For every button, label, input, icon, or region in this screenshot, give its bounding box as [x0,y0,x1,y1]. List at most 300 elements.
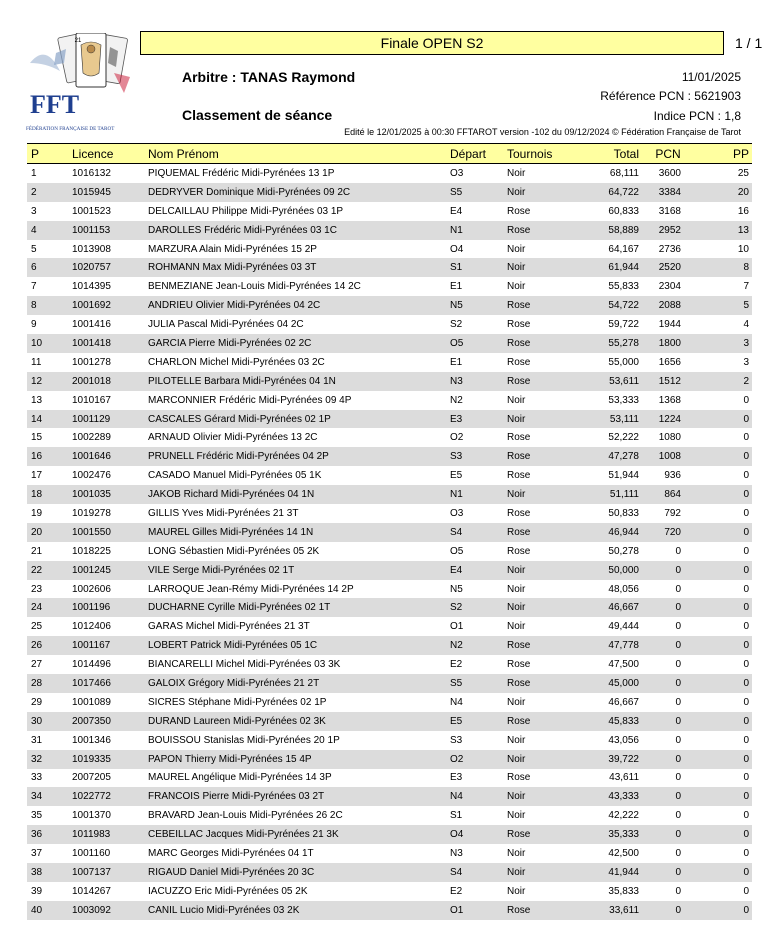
cell-rank: 25 [31,621,43,633]
cell-pcn: 792 [664,507,681,519]
logo-subtitle: FÉDÉRATION FRANÇAISE DE TAROT [26,126,115,132]
table-row [27,277,752,296]
table-row [27,240,752,259]
cell-pp: 0 [697,636,752,655]
cell-total: 47,778 [584,636,639,655]
cell-name: ANDRIEU Olivier Midi-Pyrénées 04 2C [148,296,450,315]
cell-tournois: Rose [507,825,584,844]
cell-rank: 22 [27,561,72,580]
cell-rank: 36 [27,825,72,844]
cell-total: 46,667 [584,598,639,617]
cell-name: FRANCOIS Pierre Midi-Pyrénées 03 2T [148,787,450,806]
cell-licence: 1001089 [72,696,111,708]
cell-tournois: Rose [507,319,531,331]
cell-tournois: Noir [507,183,584,202]
cell-licence: 1014496 [72,659,111,671]
cell-pp: 10 [737,243,749,255]
cell-licence: 1001550 [72,523,148,542]
cell-rank: 34 [27,787,72,806]
cell-licence: 1001370 [72,810,111,822]
cell-rank: 6 [27,258,72,277]
cell-tournois: Rose [507,901,584,920]
cell-total: 47,500 [608,659,639,671]
cell-licence: 1001416 [72,319,111,331]
cell-pcn: 0 [639,712,697,731]
cell-licence: 1010167 [72,394,111,406]
cell-pp: 3 [697,334,752,353]
cell-name: RIGAUD Daniel Midi-Pyrénées 20 3C [148,863,450,882]
cell-rank: 14 [27,410,72,429]
cell-rank: 29 [31,696,43,708]
cell-rank: 30 [27,712,72,731]
cell-licence: 1001346 [72,734,111,746]
cell-rank: 33 [31,772,43,784]
cell-total: 55,000 [608,356,639,368]
cell-depart: S4 [450,863,507,882]
cell-name: CEBEILLAC Jacques Midi-Pyrénées 21 3K [148,825,450,844]
table-header-row [27,144,752,164]
cell-licence: 1001278 [72,356,111,368]
cell-name: GALOIX Grégory Midi-Pyrénées 21 2T [148,674,450,693]
cell-licence: 1013908 [72,243,111,255]
cell-name: LARROQUE Jean-Rémy Midi-Pyrénées 14 2P [148,583,354,595]
cell-pcn: 0 [675,810,681,822]
cell-licence: 1012406 [72,621,111,633]
table-row [27,693,752,712]
cell-total: 43,611 [609,772,639,784]
cell-pp: 0 [697,523,752,542]
edit-line: Edité le 12/01/2025 à 00:30 FFTAROT version -102 du 09/12/2024 © Fédération Française de Tarot [344,127,741,137]
cell-total: 54,722 [584,296,639,315]
cell-rank: 11 [31,356,42,368]
cell-depart: E5 [450,470,463,482]
cell-depart: S5 [450,674,507,693]
cell-total: 46,944 [584,523,639,542]
cell-total: 59,722 [608,319,639,331]
cell-name: PAPON Thierry Midi-Pyrénées 15 4P [148,750,450,769]
table-row [27,428,752,447]
cell-depart: O4 [450,243,464,255]
cell-total: 35,333 [584,825,639,844]
fftarot-logo [26,33,138,133]
cell-name: DUCHARNE Cyrille Midi-Pyrénées 02 1T [148,598,450,617]
cell-depart: O4 [450,825,507,844]
cell-rank: 18 [27,485,72,504]
cell-tournois: Noir [507,863,584,882]
cell-pcn: 1368 [658,394,681,406]
cell-licence: 1001167 [72,636,148,655]
cell-licence: 1001418 [72,334,148,353]
cell-depart: O3 [450,167,464,179]
cell-name: BOUISSOU Stanislas Midi-Pyrénées 20 1P [148,734,340,746]
cell-tournois: Noir [507,410,584,429]
cell-name: GARCIA Pierre Midi-Pyrénées 02 2C [148,334,450,353]
cell-tournois: Rose [507,372,584,391]
cell-depart: S4 [450,523,507,542]
table-row [27,712,752,731]
cell-pp: 0 [743,545,749,557]
cell-name: MAUREL Gilles Midi-Pyrénées 14 1N [148,523,450,542]
cell-total: 39,722 [584,750,639,769]
cell-pcn: 0 [675,545,681,557]
cell-depart: N1 [450,485,507,504]
table-row [27,901,752,920]
cell-depart: S3 [450,447,507,466]
cell-depart: N1 [450,221,507,240]
cell-tournois: Noir [507,485,584,504]
cell-pcn: 1656 [658,356,681,368]
cell-pp: 0 [743,696,749,708]
cell-pp: 0 [697,447,752,466]
cell-name: MARZURA Alain Midi-Pyrénées 15 2P [148,243,317,255]
cell-name: MARCONNIER Frédéric Midi-Pyrénées 09 4P [148,394,352,406]
cell-name: JULIA Pascal Midi-Pyrénées 04 2C [148,319,304,331]
cell-licence: 1001035 [72,485,148,504]
cell-licence: 2001018 [72,372,148,391]
cell-pcn: 2088 [639,296,697,315]
cell-tournois: Noir [507,885,526,897]
cell-name: CANIL Lucio Midi-Pyrénées 03 2K [148,901,450,920]
cell-name: LOBERT Patrick Midi-Pyrénées 05 1C [148,636,450,655]
table-body [27,164,752,920]
cell-total: 60,833 [608,205,639,217]
table-row [27,750,752,769]
cell-licence: 1002289 [72,432,111,444]
cell-depart: E3 [450,772,463,784]
cell-tournois: Rose [507,659,531,671]
cell-total: 55,833 [608,281,639,293]
cell-total: 43,333 [584,787,639,806]
cell-licence: 1020757 [72,258,148,277]
cell-name: PIQUEMAL Frédéric Midi-Pyrénées 13 1P [148,167,335,179]
cell-depart: O5 [450,334,507,353]
cell-name: GILLIS Yves Midi-Pyrénées 21 3T [148,507,299,519]
cell-pp: 0 [697,750,752,769]
cell-depart: E4 [450,205,463,217]
cell-licence: 1001196 [72,598,148,617]
event-date: 11/01/2025 [681,70,741,84]
cell-tournois: Rose [507,523,584,542]
cell-rank: 39 [31,885,43,897]
cell-tournois: Rose [507,432,531,444]
table-row [27,674,752,693]
cell-depart: E1 [450,356,463,368]
cell-pcn: 3168 [658,205,681,217]
cell-name: GARAS Michel Midi-Pyrénées 21 3T [148,621,310,633]
cell-tournois: Rose [507,447,584,466]
cell-name: ROHMANN Max Midi-Pyrénées 03 3T [148,258,450,277]
cell-depart: O3 [450,507,464,519]
cell-pp: 0 [697,485,752,504]
table-row [27,617,752,636]
table-row [27,334,752,353]
cell-pcn: 0 [675,885,681,897]
cell-tournois: Noir [507,696,526,708]
cell-pp: 25 [737,167,749,179]
cell-total: 51,111 [584,485,639,504]
cell-licence: 1001523 [72,205,111,217]
cell-pp: 8 [697,258,752,277]
cell-name: PRUNELL Frédéric Midi-Pyrénées 04 2P [148,447,450,466]
cell-rank: 19 [31,507,43,519]
cell-pcn: 1512 [639,372,697,391]
cell-depart: E2 [450,885,463,897]
table-row [27,731,752,750]
cell-tournois: Noir [507,561,584,580]
cell-depart: N3 [450,372,507,391]
column-header-tournois: Tournois [507,144,584,164]
cell-licence: 1002476 [72,470,111,482]
event-title: Finale OPEN S2 [140,31,724,55]
cell-rank: 26 [27,636,72,655]
cell-total: 43,056 [608,734,639,746]
cell-rank: 23 [31,583,43,595]
cell-tournois: Noir [507,750,584,769]
cell-depart: S2 [450,319,463,331]
cell-depart: S2 [450,598,507,617]
cell-tournois: Rose [507,772,531,784]
cell-depart: S5 [450,183,507,202]
cell-licence: 1001692 [72,296,148,315]
cell-rank: 2 [27,183,72,202]
cell-rank: 35 [31,810,43,822]
table-row [27,523,752,542]
cell-total: 35,833 [608,885,639,897]
pcn-index: Indice PCN : 1,8 [653,109,741,123]
cell-depart: N4 [450,787,507,806]
cell-name: DAROLLES Frédéric Midi-Pyrénées 03 1C [148,221,450,240]
cell-total: 42,500 [608,848,639,859]
cell-rank: 4 [27,221,72,240]
table-row [27,485,752,504]
table-row [27,806,752,825]
cell-total: 58,889 [584,221,639,240]
cell-rank: 40 [27,901,72,920]
cell-total: 48,056 [608,583,639,595]
cell-tournois: Noir [507,598,584,617]
table-row [27,353,752,372]
cell-licence: 1001245 [72,561,148,580]
cell-licence: 1002606 [72,583,111,595]
cell-pp: 3 [743,356,749,368]
cell-pcn: 0 [639,750,697,769]
cell-rank: 20 [27,523,72,542]
cell-name: CASCALES Gérard Midi-Pyrénées 02 1P [148,410,450,429]
cell-depart: O1 [450,901,507,920]
cell-pcn: 0 [639,787,697,806]
column-header-p: P [27,144,72,164]
cell-tournois: Rose [507,334,584,353]
cell-name: ARNAUD Olivier Midi-Pyrénées 13 2C [148,432,318,444]
cell-pp: 0 [743,621,749,633]
cell-pp: 0 [697,712,752,731]
cell-rank: 24 [27,598,72,617]
cell-depart: O5 [450,545,464,557]
cell-pcn: 936 [664,470,681,482]
cell-rank: 10 [27,334,72,353]
table-row [27,580,752,599]
table-row [27,391,752,410]
cell-total: 64,167 [608,243,639,255]
cell-pp: 0 [743,470,749,482]
cell-depart: O2 [450,750,507,769]
cell-tournois: Noir [507,848,526,859]
cell-name: DEDRYVER Dominique Midi-Pyrénées 09 2C [148,183,450,202]
cell-rank: 16 [27,447,72,466]
cell-pp: 0 [697,825,752,844]
cell-name: DELCAILLAU Philippe Midi-Pyrénées 03 1P [148,205,344,217]
page-count: 1 / 1 [735,35,763,51]
cell-name: PILOTELLE Barbara Midi-Pyrénées 04 1N [148,372,450,391]
cell-pp: 0 [697,674,752,693]
cell-pcn: 2304 [658,281,681,293]
table-row [27,315,752,334]
cell-pp: 5 [697,296,752,315]
cell-name: BIANCARELLI Michel Midi-Pyrénées 03 3K [148,659,341,671]
cell-pp: 0 [743,848,749,859]
cell-name: CHARLON Michel Midi-Pyrénées 03 2C [148,356,325,368]
table-row [27,787,752,806]
cell-pcn: 2520 [639,258,697,277]
cell-pp: 0 [697,787,752,806]
cell-licence: 1014267 [72,885,111,897]
cell-licence: 1015945 [72,183,148,202]
cell-total: 64,722 [584,183,639,202]
cell-name: MAUREL Angélique Midi-Pyrénées 14 3P [148,772,332,784]
table-row [27,296,752,315]
cell-tournois: Rose [507,470,531,482]
cell-pcn: 0 [675,848,681,859]
cell-total: 50,000 [584,561,639,580]
cell-depart: E5 [450,712,507,731]
cell-rank: 38 [27,863,72,882]
table-row [27,825,752,844]
column-header-name: Nom Prénom [148,144,450,164]
cell-tournois: Noir [507,243,526,255]
cell-licence: 1018225 [72,545,111,557]
cell-name: JAKOB Richard Midi-Pyrénées 04 1N [148,485,450,504]
table-row [27,466,752,485]
cell-pcn: 0 [639,636,697,655]
cell-total: 68,111 [609,167,639,179]
cell-total: 55,278 [584,334,639,353]
cell-pp: 0 [697,598,752,617]
cell-pcn: 0 [675,734,681,746]
cell-licence: 2007205 [72,772,111,784]
cell-total: 33,611 [584,901,639,920]
cell-depart: S3 [450,734,463,746]
cell-tournois: Rose [507,356,531,368]
column-header-pcn: PCN [639,144,697,164]
table-row [27,164,752,183]
cell-total: 50,833 [608,507,639,519]
table-row [27,410,752,429]
cell-licence: 1019335 [72,750,148,769]
cell-tournois: Noir [507,621,526,633]
cell-licence: 1017466 [72,674,148,693]
cell-rank: 28 [27,674,72,693]
cell-pcn: 0 [675,659,681,671]
cell-pp: 0 [697,863,752,882]
table-row [27,769,752,788]
cell-depart: N3 [450,848,463,859]
cell-tournois: Rose [507,507,531,519]
session-label: Classement de séance [182,107,333,123]
table-row [27,202,752,221]
cell-name: DURAND Laureen Midi-Pyrénées 02 3K [148,712,450,731]
cell-rank: 21 [31,545,43,557]
cell-pcn: 0 [675,772,681,784]
table-row [27,183,752,202]
cell-licence: 1019278 [72,507,111,519]
cell-pcn: 0 [675,621,681,633]
cell-depart: N5 [450,583,463,595]
cell-pp: 0 [697,410,752,429]
cell-pcn: 0 [675,696,681,708]
cell-tournois: Rose [507,205,531,217]
cell-rank: 31 [31,734,43,746]
cell-tournois: Rose [507,674,584,693]
cell-tournois: Noir [507,167,526,179]
cell-tournois: Noir [507,787,584,806]
cell-licence: 2007350 [72,712,148,731]
pcn-reference: Référence PCN : 5621903 [600,89,741,103]
cell-name: MARC Georges Midi-Pyrénées 04 1T [148,848,314,859]
cell-rank: 15 [31,432,43,444]
cell-pp: 2 [697,372,752,391]
cell-total: 47,278 [584,447,639,466]
cell-pp: 20 [697,183,752,202]
cell-pp: 0 [743,432,749,444]
cell-rank: 37 [31,848,43,859]
cell-depart: O1 [450,621,464,633]
cell-pcn: 720 [639,523,697,542]
table-row [27,598,752,617]
cell-total: 49,444 [608,621,639,633]
cell-depart: S1 [450,810,463,822]
cell-licence: 1001129 [72,410,148,429]
cell-pcn: 0 [639,598,697,617]
table-row [27,542,752,561]
cell-tournois: Rose [507,296,584,315]
referee-name: Arbitre : TANAS Raymond [182,69,356,85]
cell-rank: 32 [27,750,72,769]
cell-rank: 27 [31,659,43,671]
cell-total: 45,833 [584,712,639,731]
cell-pcn: 3384 [639,183,697,202]
cell-depart: E4 [450,561,507,580]
table-row [27,258,752,277]
cell-pcn: 3600 [658,167,681,179]
table-row [27,863,752,882]
cell-depart: N2 [450,394,463,406]
cell-name: LONG Sébastien Midi-Pyrénées 05 2K [148,545,320,557]
column-header-pp: PP [697,144,752,164]
cell-rank: 13 [31,394,43,406]
cell-name: BRAVARD Jean-Louis Midi-Pyrénées 26 2C [148,810,343,822]
cell-total: 61,944 [584,258,639,277]
cell-total: 42,222 [608,810,639,822]
cell-depart: O2 [450,432,464,444]
cell-tournois: Rose [507,545,531,557]
cell-depart: E1 [450,281,463,293]
cell-pp: 0 [697,901,752,920]
cell-licence: 1011983 [72,825,148,844]
cell-name: IACUZZO Eric Midi-Pyrénées 05 2K [148,885,308,897]
cell-rank: 12 [27,372,72,391]
cell-licence: 1007137 [72,863,148,882]
cell-pp: 0 [743,394,749,406]
